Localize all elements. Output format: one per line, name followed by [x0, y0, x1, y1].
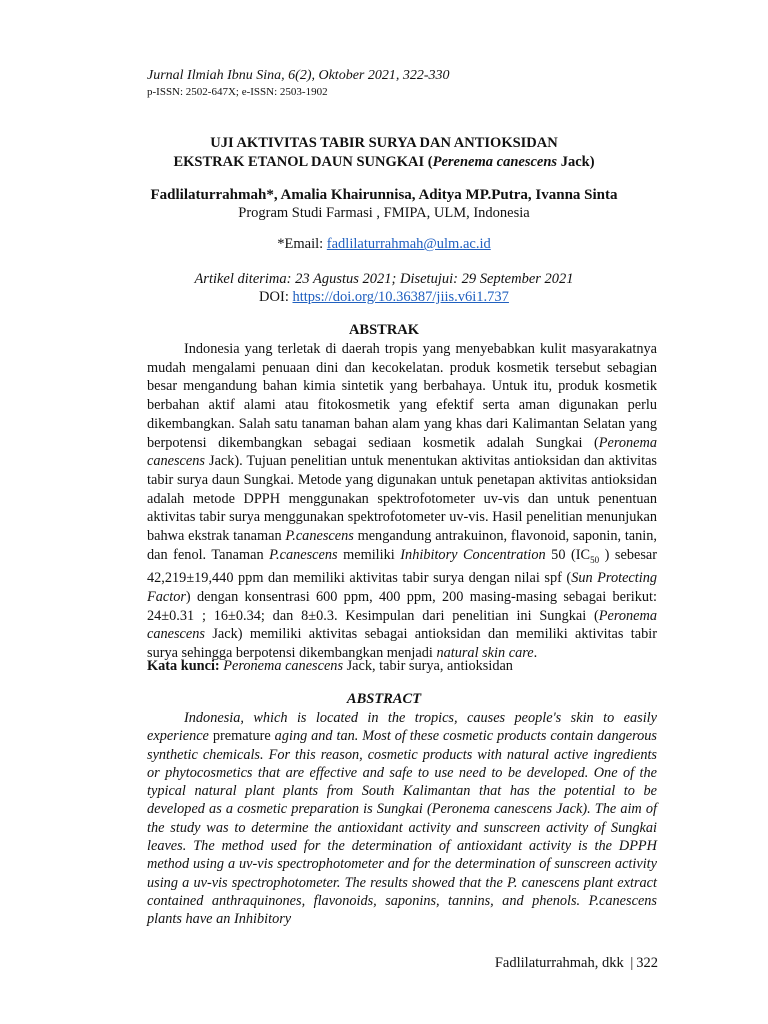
footer-author: Fadlilaturrahmah, dkk	[494, 955, 624, 971]
keywords-line: Kata kunci: Peronema canescens Jack, tabir surya, antioksidan	[147, 658, 513, 674]
issn-line: p-ISSN: 2502-647X; e-ISSN: 2503-1902	[147, 86, 328, 98]
abstract-paragraph: Indonesia, which is located in the tropics, causes people's skin to easily experience premature aging and tan. Most of these cosmetic products contain dangerous synthetic chemicals. For this reason, cosmetic products with natural active ingredients or phytocosmetics that are effective and safe to use need to be developed. One of the typical natural plant plants from South Kalimantan that has the potential to be developed as a cosmetic preparation is Sungkai (Peronema canescens Jack). The aim of the study was to determine the antioxidant activity and sunscreen activity of Sungkai leaves. The method used for the determination of antioxidant activity is the DPPH method using a uv-vis spectrophotometer and for the determination of sunscreen activity using a uv-vis spectrophotometer. The results showed that the P. canescens plant extract contained anthraquinones, flavonoids, saponins, tannins, and phenols. P.canescens plants have an Inhibitory	[147, 710, 657, 928]
article-title-line-2: EKSTRAK ETANOL DAUN SUNGKAI (Perenema canescens Jack)	[173, 154, 595, 170]
keywords-label: Kata kunci:	[147, 658, 220, 674]
article-dates: Artikel diterima: 23 Agustus 2021; Disetujui: 29 September 2021	[194, 271, 574, 287]
journal-citation: Jurnal Ilmiah Ibnu Sina, 6(2), Oktober 2021, 322-330	[147, 68, 450, 83]
page-number: 322	[636, 955, 658, 971]
abstract-heading: ABSTRACT	[346, 691, 422, 707]
doi-line: DOI: https://doi.org/10.36387/jiis.v6i1.737	[259, 289, 509, 305]
email-link[interactable]: fadlilaturrahmah@ulm.ac.id	[326, 236, 491, 252]
email-line: *Email: fadlilaturrahmah@ulm.ac.id	[277, 236, 491, 252]
author-list: Fadlilaturrahmah*, Amalia Khairunnisa, Aditya MP.Putra, Ivanna Sinta	[150, 187, 618, 203]
article-title-line-1: UJI AKTIVITAS TABIR SURYA DAN ANTIOKSIDAN	[210, 135, 558, 151]
footer-separator: |	[630, 955, 634, 971]
page-footer	[495, 955, 658, 972]
doi-link[interactable]: https://doi.org/10.36387/jiis.v6i1.737	[292, 289, 509, 305]
affiliation: Program Studi Farmasi , FMIPA, ULM, Indonesia	[238, 205, 530, 221]
abstrak-paragraph: Indonesia yang terletak di daerah tropis yang menyebabkan kulit masyarakatnya mudah mengalami penuaan dini dan kecokelatan. produk kosmetik tersebut sebagian besar mengandung bahan kimia sintetik yang berbahaya. Untuk itu, produk kosmetik berbahan aktif alami atau fitokosmetik yang efektif serta aman digunakan perlu dikembangkan. Salah satu tanaman bahan alam yang khas dari Kalimantan Selatan yang berpotensi dikembangkan sebagai sediaan kosmetik adalah Sungkai (Peronema canescens Jack). Tujuan penelitian untuk menentukan aktivitas antioksidan dan aktivitas tabir surya daun Sungkai. Metode yang digunakan untuk penetapan aktivitas antioksidan adalah metode DPPH menggunakan spektrofotometer uv-vis dan untuk penentuan aktivitas tabir surya menggunakan spektrofotometer uv-vis. Hasil penelitian menunjukan bahwa ekstrak tanaman P.canescens mengandung antrakuinon, flavonoid, saponin, tanin, dan fenol. Tanaman P.canescens memiliki Inhibitory Concentration 50 ($IC_{50}$ ) sebesar 42,219±19,440 ppm dan memiliki aktivitas tabir surya dengan nilai spf (Sun Protecting Factor) dengan konsentrasi 600 ppm, 400 ppm, 200 masing-masing sebagai berikut: 24±0.31 ; 16±0.34; dan 8±0.3. Kesimpulan dari penelitian ini Sungkai (Peronema canescens Jack) memiliki aktivitas sebagai antioksidan dan memiliki aktivitas tabir surya sehingga berpotensi dikembangkan menjadi natural skin care.	[147, 341, 657, 662]
title-species-name: Perenema canescens	[432, 154, 558, 170]
abstrak-heading: ABSTRAK	[348, 322, 420, 338]
